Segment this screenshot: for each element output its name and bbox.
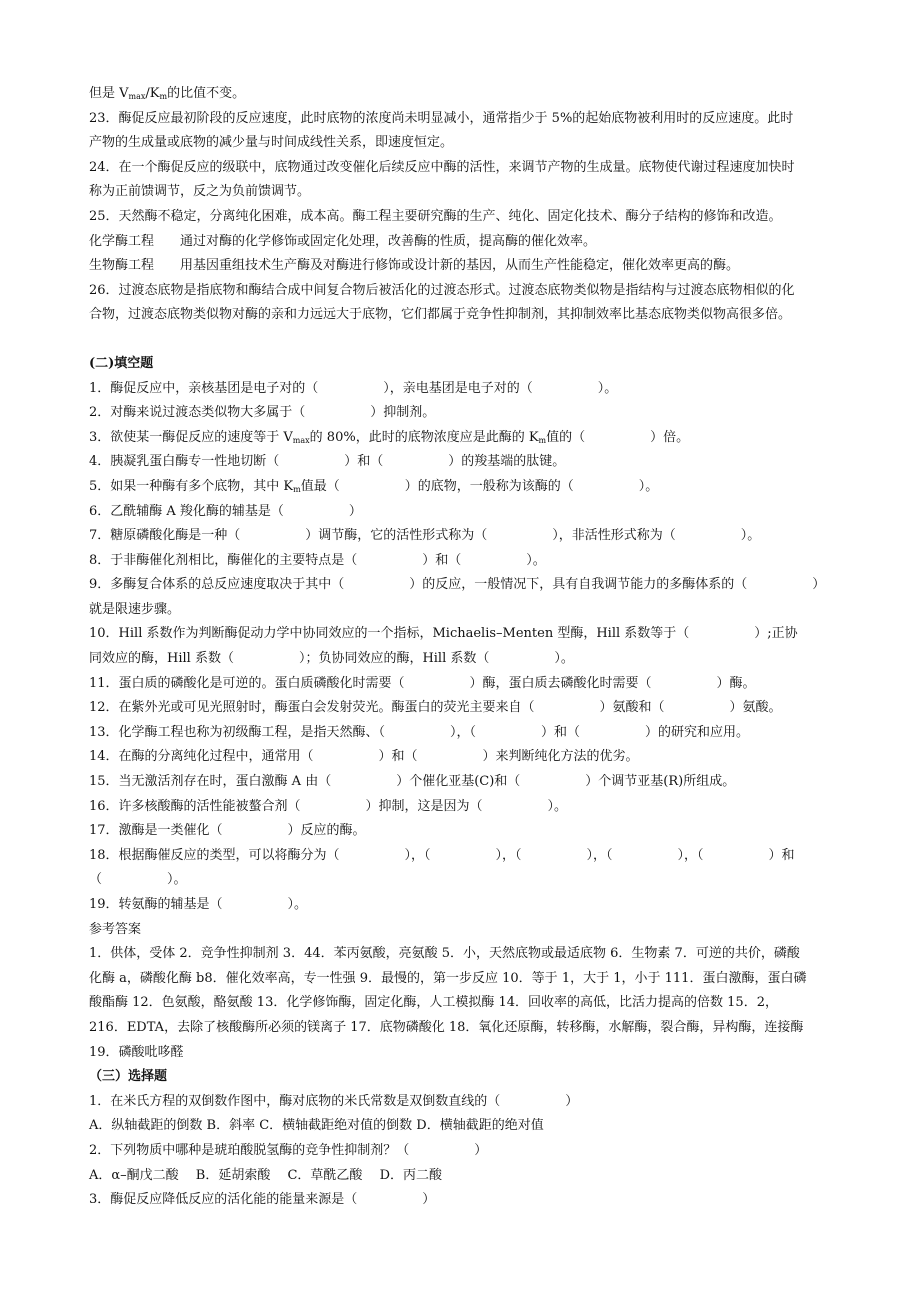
question-7: 7．糖原磷酸化酶是一种（ ）调节酶，它的活性形式称为（ ），非活性形式称为（ ）。 <box>89 528 761 544</box>
question-2: 2．对酶来说过渡态类似物大多属于（ ）抑制剂。 <box>89 405 436 421</box>
text-line: 但是 $V_{max}/K_m$的比值不变。 <box>89 86 246 101</box>
choice-question-2-options: A．α–酮戊二酸 B．延胡索酸 C．草酰乙酸 D．丙二酸 <box>89 1167 442 1183</box>
answers-title: 参考答案 <box>89 921 142 937</box>
question-16: 16．许多核酸酶的活性能被螯合剂（ ）抑制，这是因为（ ）。 <box>89 798 568 814</box>
answer-23-line-2: 产物的生成量或底物的减少量与时间成线性关系，即速度恒定。 <box>89 135 454 151</box>
answers-line-1: 1．供体，受体 2．竞争性抑制剂 3．44．苯丙氨酸，亮氨酸 5．小，天然底物或最适底物 6．生物素 7．可逆的共价，磷酸 <box>89 946 800 962</box>
question-13: 13．化学酶工程也称为初级酶工程，是指天然酶、（ ），（ ）和（ ）的研究和应用。 <box>89 724 750 740</box>
answer-26-line-2: 合物，过渡态底物类似物对酶的亲和力远远大于底物，它们都属于竞争性抑制剂，其抑制效率比基态底物类似物高很多倍。 <box>89 307 792 323</box>
question-1: 1．酶促反应中，亲核基团是电子对的（ ），亲电基团是电子对的（ ）。 <box>89 380 618 396</box>
document-page <box>89 82 839 1213</box>
answers-line-4: 216．EDTA，去除了核酸酶所必须的镁离子 17．底物磷酸化 18．氧化还原酶，转移酶，水解酶，裂合酶，异构酶，连接酶 <box>89 1019 804 1035</box>
answers-line-2: 化酶 a，磷酸化酶 b8．催化效率高，专一性强 9．最慢的，第一步反应 10．等于 1，大于 1，小于 111．蛋白激酶，蛋白磷 <box>89 970 807 986</box>
answer-25: 25．天然酶不稳定，分离纯化困难，成本高。酶工程主要研究酶的生产、纯化、固定化技术、酶分子结构的修饰和改造。 <box>89 208 782 224</box>
choice-question-2: 2．下列物质中哪种是琥珀酸脱氢酶的竞争性抑制剂？（ ） <box>89 1142 488 1158</box>
answer-23-line-1: 23．酶促反应最初阶段的反应速度，此时底物的浓度尚未明显减小，通常指少于 5%的起始底物被利用时的反应速度。此时 <box>89 110 794 126</box>
choice-question-1: 1．在米氏方程的双倒数作图中，酶对底物的米氏常数是双倒数直线的（ ） <box>89 1093 579 1109</box>
answers-line-5: 19．磷酸吡哆醛 <box>89 1044 184 1060</box>
section-gap <box>89 328 839 352</box>
fill-in-section-heading: (二)填空题 <box>89 355 154 371</box>
answer-24-line-2: 称为正前馈调节，反之为负前馈调节。 <box>89 184 311 200</box>
question-11: 11．蛋白质的磷酸化是可逆的。蛋白质磷酸化时需要（ ）酶，蛋白质去磷酸化时需要（ ）酶。 <box>89 675 756 691</box>
question-10-line-1: 10．Hill 系数作为判断酶促动力学中协同效应的一个指标，Michaelis–Menten 型酶，Hill 系数等于（ ）;正协 <box>89 626 798 642</box>
question-4: 4．胰凝乳蛋白酶专一性地切断（ ）和（ ）的羧基端的肽键。 <box>89 454 566 470</box>
choice-question-3: 3．酶促反应降低反应的活化能的能量来源是（ ） <box>89 1192 436 1208</box>
question-18-line-2: （ ）。 <box>89 872 187 888</box>
question-5: 5．如果一种酶有多个底物，其中 $K_m$值最（ ）的底物，一般称为该酶的（ ）。 <box>89 478 659 494</box>
question-19: 19．转氨酶的辅基是（ ）。 <box>89 897 308 912</box>
choice-question-1-options: A．纵轴截距的倒数 B．斜率 C．横轴截距绝对值的倒数 D．横轴截距的绝对值 <box>89 1118 544 1134</box>
question-14: 14．在酶的分离纯化过程中，通常用（ ）和（ ）来判断纯化方法的优劣。 <box>89 749 639 765</box>
question-3: 3．欲使某一酶促反应的速度等于 $V_{max}$的 80%，此时的底物浓度应是此酶的 $K_m$值的（ ）倍。 <box>89 429 690 445</box>
answer-26-line-1: 26．过渡态底物是指底物和酶结合成中间复合物后被活化的过渡态形式。过渡态底物类似物是指结构与过渡态底物相似的化 <box>89 282 795 298</box>
question-17: 17．激酶是一类催化（ ）反应的酶。 <box>89 823 366 839</box>
question-9-line-2: 就是限速步骤。 <box>89 601 181 617</box>
answers-line-3: 酸酯酶 12．色氨酸，酪氨酸 13．化学修饰酶，固定化酶，人工模拟酶 14．回收率的高低，比活力提高的倍数 15．2， <box>89 995 778 1011</box>
question-9-line-1: 9．多酶复合体系的总反应速度取决于其中（ ）的反应，一般情况下，具有自我调节能力的多酶体系的（ ） <box>89 577 826 593</box>
question-6: 6．乙酰辅酶 A 羧化酶的辅基是（ ） <box>89 503 362 519</box>
biological-enzyme-engineering: 生物酶工程 用基因重组技术生产酶及对酶进行修饰或设计新的基因，从而生产性能稳定，催化效率更高的酶。 <box>89 258 740 274</box>
answer-24-line-1: 24．在一个酶促反应的级联中，底物通过改变催化后续反应中酶的活性，来调节产物的生成量。底物使代谢过程速度加快时 <box>89 159 795 175</box>
chemical-enzyme-engineering: 化学酶工程 通过对酶的化学修饰或固定化处理，改善酶的性质，提高酶的催化效率。 <box>89 233 597 249</box>
question-10-line-2: 同效应的酶，Hill 系数（ ）；负协同效应的酶，Hill 系数（ ）。 <box>89 651 574 667</box>
question-8: 8．于非酶催化剂相比，酶催化的主要特点是（ ）和（ ）。 <box>89 552 546 568</box>
question-12: 12．在紫外光或可见光照射时，酶蛋白会发射荧光。酶蛋白的荧光主要来自（ ）氨酸和（ ）氨酸。 <box>89 700 782 716</box>
choice-section-heading: （三）选择题 <box>89 1069 168 1085</box>
question-18-line-1: 18．根据酶催反应的类型，可以将酶分为（ ），（ ），（ ），（ ），（ ）和 <box>89 847 795 863</box>
question-15: 15．当无激活剂存在时，蛋白激酶 A 由（ ）个催化亚基(C)和（ ）个调节亚基(R)所组成。 <box>89 774 736 790</box>
